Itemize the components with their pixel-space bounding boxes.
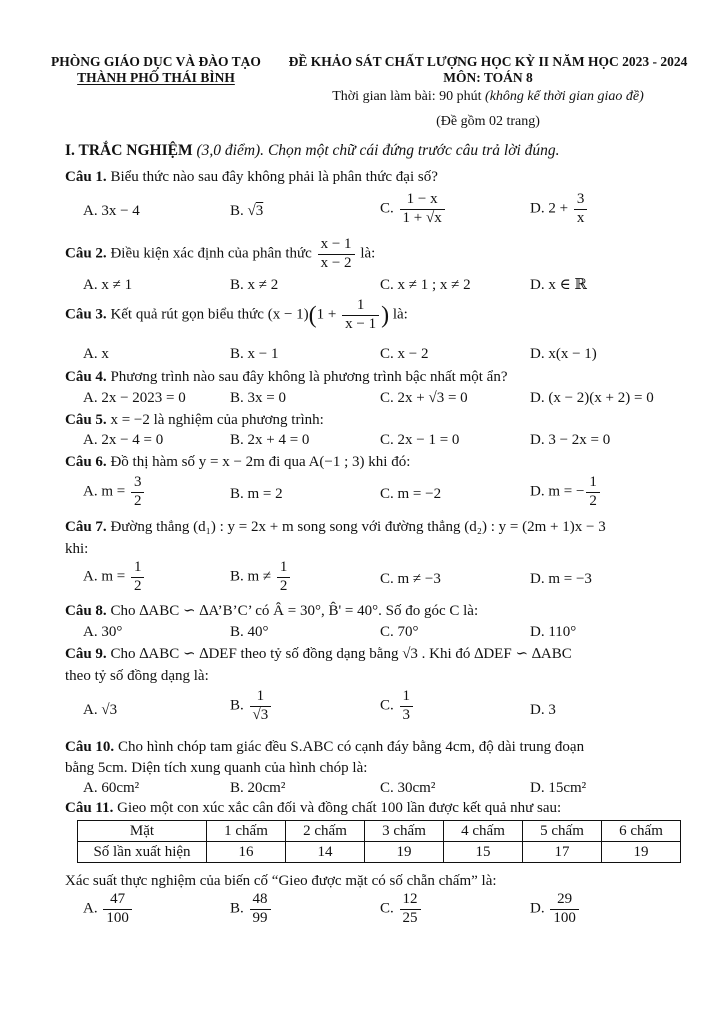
question-label: Câu 1.	[65, 169, 107, 185]
option-c[interactable]: C. 30cm²	[380, 780, 436, 796]
numerator: 1	[400, 689, 414, 707]
question-tail: là:	[356, 245, 376, 262]
question-label: Câu 7.	[65, 519, 107, 535]
denominator: 2	[133, 492, 142, 509]
table-cell: 15	[444, 842, 523, 863]
fraction	[574, 192, 588, 227]
table-cell: 16	[207, 842, 286, 863]
option-letter: D.	[530, 900, 549, 917]
fraction	[318, 237, 355, 272]
option-letter: B. m ≠	[230, 568, 275, 585]
section-points: (3,0 điểm).	[192, 142, 268, 159]
option-expr: 2 +	[548, 200, 572, 217]
table-cell: 17	[523, 842, 602, 863]
section-instruction: Chọn một chữ cái đứng trước câu trả lời đúng.	[267, 142, 560, 159]
fraction	[103, 892, 132, 927]
question-3	[65, 298, 675, 333]
option-a[interactable]: A. 60cm²	[83, 780, 140, 796]
option-expr: 3x − 4	[101, 203, 140, 219]
option-c[interactable]: C. m = −2	[380, 486, 442, 502]
expr-part: 1 +	[316, 306, 341, 323]
option-a[interactable]: A. √3	[83, 702, 118, 718]
section-heading: I. TRẮC NGHIỆM	[65, 142, 193, 159]
option-b[interactable]: B. 20cm²	[230, 780, 286, 796]
denominator: 99	[252, 909, 268, 926]
numerator: 12	[400, 892, 421, 910]
option-c[interactable]: C. 2x − 1 = 0	[380, 432, 460, 448]
option-b[interactable]	[230, 560, 292, 595]
header-left	[36, 54, 276, 86]
denominator: 3	[402, 706, 411, 723]
option-d[interactable]: D. m = −3	[530, 571, 592, 587]
option-a[interactable]: A. 2x − 4 = 0	[83, 432, 164, 448]
option-a[interactable]: A. x	[83, 346, 109, 362]
exam-title: ĐỀ KHẢO SÁT CHẤT LƯỢNG HỌC KỲ II NĂM HỌC 2023 - 2024	[288, 54, 688, 69]
fraction	[550, 892, 579, 927]
fraction	[131, 475, 145, 510]
question-1	[65, 168, 675, 186]
question-label: Câu 6.	[65, 454, 107, 470]
question-7-line2: khi:	[65, 541, 89, 557]
option-c[interactable]	[380, 892, 423, 927]
fraction	[131, 560, 145, 595]
numerator: 47	[103, 892, 132, 910]
option-letter: C.	[380, 200, 398, 217]
question-9-line2: theo tỷ số đồng dạng là:	[65, 668, 209, 684]
table-header-cell: 4 chấm	[444, 821, 523, 842]
question-9-options	[83, 688, 683, 723]
expr-part: (x − 1)	[267, 306, 309, 323]
question-text: Cho hình chóp tam giác đều S.ABC có cạnh đáy bằng 4cm, độ dài trung đoạn	[114, 739, 585, 755]
table-cell: 19	[602, 842, 681, 863]
question-text: Đường thẳng (d₁) : y = 2x + m song song với đường thẳng (d₂) : y = (2m + 1)x − 3	[106, 519, 606, 535]
option-letter: D.	[530, 200, 549, 217]
table-header-cell: 1 chấm	[207, 821, 286, 842]
option-letter: A.	[83, 203, 102, 219]
question-7-options	[83, 559, 683, 594]
option-d[interactable]	[530, 192, 589, 227]
time-note: (không kể thời gian giao đề)	[485, 89, 644, 105]
denominator: x − 2	[320, 254, 352, 271]
option-a[interactable]: A. 30°	[83, 624, 123, 640]
option-c[interactable]: C. x ≠ 1 ; x ≠ 2	[380, 277, 471, 293]
question-text: Biểu thức nào sau đây không phải là phân thức đại số?	[106, 169, 438, 185]
option-letter: B.	[230, 900, 248, 917]
question-9	[65, 645, 675, 663]
option-b[interactable]	[230, 202, 263, 220]
option-a[interactable]: A. x ≠ 1	[83, 277, 133, 293]
option-d[interactable]: D. 3 − 2x = 0	[530, 432, 611, 448]
paren-close: )	[381, 302, 390, 329]
question-text: Phương trình nào sau đây không là phương trình bậc nhất một ẩn?	[106, 369, 508, 385]
numerator: 3	[131, 475, 145, 493]
table-header-cell: Mặt	[78, 821, 207, 842]
question-11-options	[83, 891, 683, 926]
numerator: 1 − x	[400, 192, 445, 210]
denominator: x − 1	[345, 315, 377, 332]
question-tail: là:	[389, 306, 408, 323]
question-label: Câu 3.	[65, 306, 107, 323]
question-6	[65, 453, 675, 471]
question-label: Câu 10.	[65, 739, 115, 755]
question-1-options	[83, 191, 683, 226]
option-d[interactable]: D. (x − 2)(x + 2) = 0	[530, 390, 654, 406]
question-11	[65, 799, 675, 817]
question-text: Kết quả rút gọn biểu thức	[106, 306, 268, 323]
option-d[interactable]	[530, 892, 581, 927]
option-d[interactable]: D. 15cm²	[530, 780, 587, 796]
table-header-cell: 2 chấm	[286, 821, 365, 842]
numerator: 48	[250, 892, 271, 910]
denominator: 100	[553, 909, 576, 926]
question-label: Câu 8.	[65, 603, 107, 619]
numerator: 1	[131, 560, 145, 578]
section-title	[65, 142, 560, 161]
denominator: 1 + √x	[402, 209, 442, 226]
option-a[interactable]	[83, 202, 140, 220]
numerator: x − 1	[318, 237, 355, 255]
option-d[interactable]: D. 3	[530, 702, 556, 718]
option-b[interactable]	[230, 689, 273, 724]
table-cell: 19	[365, 842, 444, 863]
fraction	[400, 689, 414, 724]
denominator: 25	[402, 909, 418, 926]
table-cell: 14	[286, 842, 365, 863]
page-count: (Đề gồm 02 trang)	[436, 114, 540, 130]
option-b[interactable]: B. 40°	[230, 624, 269, 640]
subject: MÔN: TOÁN 8	[443, 70, 533, 86]
option-c[interactable]	[380, 192, 447, 227]
question-label: Câu 9.	[65, 646, 107, 662]
option-c[interactable]: C. x − 2	[380, 346, 429, 362]
denominator: 2	[133, 577, 142, 594]
table-cell: Số lần xuất hiện	[78, 842, 207, 863]
denominator: √3	[252, 706, 269, 723]
question-5	[65, 411, 675, 429]
fraction	[277, 560, 291, 595]
option-c[interactable]	[380, 689, 415, 724]
fraction	[400, 192, 445, 227]
option-letter: C.	[380, 697, 398, 714]
option-a[interactable]	[83, 560, 146, 595]
option-letter: D. m = −	[530, 483, 585, 500]
fraction	[250, 689, 272, 724]
table-header-cell: 6 chấm	[602, 821, 681, 842]
question-2	[65, 237, 675, 272]
question-10-line2: bằng 5cm. Diện tích xung quanh của hình chóp là:	[65, 760, 368, 776]
option-c[interactable]: C. 2x + √3 = 0	[380, 390, 468, 406]
option-letter: B.	[230, 203, 248, 219]
option-letter: A.	[83, 900, 102, 917]
sqrt-expr: √3	[247, 203, 264, 219]
question-text: Cho ∆ABC ∽ ∆A’B’C’ có Â = 30°, B̂' = 40°. Số đo góc C là:	[106, 603, 479, 619]
option-b[interactable]: B. x ≠ 2	[230, 277, 279, 293]
numerator: 3	[574, 192, 588, 210]
numerator: 1	[586, 475, 600, 493]
numerator: 1	[250, 689, 272, 707]
dice-result-table	[77, 820, 681, 863]
fraction	[342, 298, 379, 333]
option-b[interactable]	[230, 892, 273, 927]
table-row	[78, 842, 681, 863]
option-letter: A. m =	[83, 568, 129, 585]
fraction	[250, 892, 271, 927]
question-10	[65, 738, 675, 756]
option-b[interactable]: B. 2x + 4 = 0	[230, 432, 310, 448]
option-d[interactable]	[530, 475, 602, 510]
option-a[interactable]	[83, 892, 134, 927]
question-label: Câu 5.	[65, 412, 107, 428]
table-header-cell: 5 chấm	[523, 821, 602, 842]
time-label: Thời gian làm bài: 90 phút	[332, 89, 486, 105]
option-d[interactable]: D. x(x − 1)	[530, 346, 597, 362]
question-label: Câu 11.	[65, 800, 114, 816]
denominator: 100	[106, 909, 129, 926]
option-letter: A. m =	[83, 483, 129, 500]
question-label: Câu 4.	[65, 369, 107, 385]
option-c[interactable]: C. 70°	[380, 624, 419, 640]
question-text: Gieo một con xúc xắc cân đối và đồng chất 100 lần được kết quả như sau:	[113, 800, 562, 816]
question-text: Đồ thị hàm số y = x − 2m đi qua A(−1 ; 3) khi đó:	[106, 454, 411, 470]
question-label: Câu 2.	[65, 245, 107, 262]
table-header-row	[78, 821, 681, 842]
denominator: x	[576, 209, 585, 226]
option-d[interactable]: D. 110°	[530, 624, 577, 640]
question-text: Điều kiện xác định của phân thức	[106, 245, 316, 262]
table-header-cell: 3 chấm	[365, 821, 444, 842]
option-letter: C.	[380, 900, 398, 917]
option-b[interactable]: B. 3x = 0	[230, 390, 286, 406]
option-d[interactable]: D. x ∈ ℝ	[530, 277, 587, 293]
header-right	[278, 54, 698, 131]
question-4	[65, 368, 675, 386]
fraction	[586, 475, 600, 510]
numerator: 1	[342, 298, 379, 316]
question-11-prompt: Xác suất thực nghiệm của biến cố “Gieo được mặt có số chẵn chấm” là:	[65, 873, 497, 889]
fraction	[400, 892, 421, 927]
option-letter: B.	[230, 697, 248, 714]
numerator: 1	[277, 560, 291, 578]
option-c[interactable]: C. m ≠ −3	[380, 571, 441, 587]
option-a[interactable]: A. 2x − 2023 = 0	[83, 390, 186, 406]
question-text: x = −2 là nghiệm của phương trình:	[106, 412, 324, 428]
city-name: THÀNH PHỐ THÁI BÌNH	[77, 70, 235, 86]
option-a[interactable]	[83, 475, 146, 510]
question-8	[65, 602, 675, 620]
question-text: Cho ∆ABC ∽ ∆DEF theo tỷ số đồng dạng bằng √3 . Khi đó ∆DEF ∽ ∆ABC	[106, 646, 572, 662]
numerator: 29	[550, 892, 579, 910]
option-b[interactable]: B. x − 1	[230, 346, 279, 362]
question-6-options	[83, 474, 683, 509]
department-name: PHÒNG GIÁO DỤC VÀ ĐÀO TẠO	[51, 54, 261, 69]
paren-open: (	[308, 302, 317, 329]
question-7	[65, 518, 675, 536]
denominator: 2	[589, 492, 597, 509]
option-b[interactable]: B. m = 2	[230, 486, 283, 502]
denominator: 2	[279, 577, 288, 594]
time-info	[278, 89, 698, 106]
